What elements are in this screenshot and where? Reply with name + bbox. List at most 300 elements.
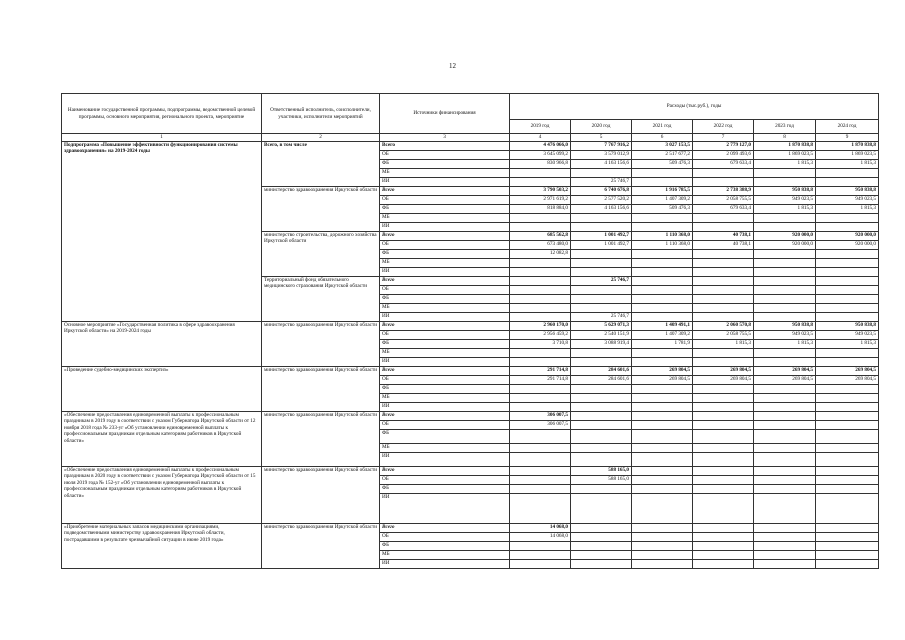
amount-cell bbox=[693, 484, 754, 493]
amount-cell: 588 165,0 bbox=[571, 475, 632, 484]
column-number: 1 bbox=[62, 134, 262, 142]
executor: министерство строительства, дорожного хозяйства Иркутской области bbox=[262, 231, 380, 276]
amount-cell bbox=[693, 276, 754, 285]
year-header: 2021 год bbox=[632, 120, 693, 134]
amount-cell: 949 023,5 bbox=[754, 195, 816, 204]
table-row bbox=[62, 366, 879, 375]
funding-source: МБ bbox=[380, 550, 510, 559]
amount-cell bbox=[816, 357, 879, 366]
amount-cell bbox=[571, 303, 632, 312]
amount-cell bbox=[693, 312, 754, 321]
amount-cell: 950 838,8 bbox=[754, 186, 816, 195]
amount-cell bbox=[754, 411, 816, 420]
table-row bbox=[62, 141, 879, 150]
amount-cell bbox=[693, 393, 754, 402]
year-header: 2020 год bbox=[571, 120, 632, 134]
amount-cell bbox=[632, 222, 693, 231]
table-row bbox=[62, 466, 879, 475]
funding-source: ОБ bbox=[380, 475, 510, 484]
amount-cell bbox=[632, 420, 693, 429]
funding-source: ОБ bbox=[380, 375, 510, 384]
amount-cell: 920 000,0 bbox=[754, 240, 816, 249]
amount-cell bbox=[816, 393, 879, 402]
amount-cell: 284 601,6 bbox=[571, 366, 632, 375]
amount-cell bbox=[754, 466, 816, 475]
amount-cell bbox=[632, 348, 693, 357]
amount-cell bbox=[816, 222, 879, 231]
amount-cell bbox=[816, 177, 879, 186]
amount-cell bbox=[693, 532, 754, 541]
amount-cell bbox=[571, 258, 632, 267]
amount-cell bbox=[632, 285, 693, 294]
amount-cell bbox=[571, 402, 632, 411]
amount-cell bbox=[754, 213, 816, 222]
amount-cell bbox=[571, 267, 632, 276]
funding-source: МБ bbox=[380, 258, 510, 267]
column-number: 3 bbox=[380, 134, 510, 142]
funding-source: ИИ bbox=[380, 267, 510, 276]
funding-source: ИИ bbox=[380, 402, 510, 411]
amount-cell bbox=[816, 559, 879, 568]
amount-cell bbox=[754, 258, 816, 267]
executor: Территориальный фонд обязательного медицинского страхования Иркутской области bbox=[262, 276, 380, 321]
amount-cell bbox=[510, 213, 571, 222]
amount-cell bbox=[816, 348, 879, 357]
amount-cell: 306 007,5 bbox=[510, 420, 571, 429]
amount-cell: 1 815,3 bbox=[754, 339, 816, 348]
amount-cell: 2 058 755,5 bbox=[693, 195, 754, 204]
amount-cell bbox=[693, 384, 754, 393]
amount-cell: 949 023,5 bbox=[754, 330, 816, 339]
amount-cell: 269 804,5 bbox=[632, 375, 693, 384]
header-expenses: Расходы (тыс.руб.), годы bbox=[510, 94, 879, 120]
amount-cell: 269 804,5 bbox=[693, 375, 754, 384]
table-row bbox=[62, 523, 879, 532]
amount-cell bbox=[632, 532, 693, 541]
amount-cell bbox=[816, 249, 879, 258]
amount-cell bbox=[571, 213, 632, 222]
amount-cell: 306 007,5 bbox=[510, 411, 571, 420]
amount-cell bbox=[632, 493, 693, 523]
amount-cell bbox=[571, 523, 632, 532]
column-number: 2 bbox=[262, 134, 380, 142]
amount-cell: 679 633,4 bbox=[693, 159, 754, 168]
amount-cell bbox=[754, 523, 816, 532]
amount-cell bbox=[693, 177, 754, 186]
funding-source: Всего bbox=[380, 466, 510, 475]
amount-cell bbox=[510, 559, 571, 568]
amount-cell bbox=[754, 177, 816, 186]
amount-cell: 509 476,3 bbox=[632, 204, 693, 213]
amount-cell bbox=[693, 559, 754, 568]
column-number: 9 bbox=[816, 134, 879, 142]
amount-cell bbox=[571, 452, 632, 466]
amount-cell bbox=[816, 452, 879, 466]
amount-cell: 818 884,0 bbox=[510, 204, 571, 213]
amount-cell: 950 838,8 bbox=[816, 186, 879, 195]
amount-cell bbox=[632, 213, 693, 222]
amount-cell bbox=[693, 429, 754, 443]
amount-cell: 7 767 916,2 bbox=[571, 141, 632, 150]
amount-cell bbox=[816, 213, 879, 222]
amount-cell bbox=[754, 303, 816, 312]
amount-cell bbox=[510, 267, 571, 276]
amount-cell bbox=[571, 294, 632, 303]
amount-cell bbox=[632, 411, 693, 420]
amount-cell bbox=[571, 285, 632, 294]
amount-cell: 920 000,0 bbox=[816, 231, 879, 240]
amount-cell: 949 023,5 bbox=[816, 330, 879, 339]
amount-cell: 1 869 023,5 bbox=[754, 150, 816, 159]
amount-cell bbox=[754, 294, 816, 303]
amount-cell: 291 714,8 bbox=[510, 375, 571, 384]
amount-cell: 1 001 492,7 bbox=[571, 240, 632, 249]
funding-source: Всего bbox=[380, 186, 510, 195]
amount-cell bbox=[632, 559, 693, 568]
amount-cell bbox=[571, 357, 632, 366]
executor: министерство здравоохранения Иркутской области bbox=[262, 366, 380, 411]
amount-cell bbox=[816, 466, 879, 475]
amount-cell: 1 815,3 bbox=[816, 339, 879, 348]
funding-source: МБ bbox=[380, 303, 510, 312]
funding-source: ИИ bbox=[380, 559, 510, 568]
amount-cell bbox=[571, 532, 632, 541]
executor: министерство здравоохранения Иркутской области bbox=[262, 186, 380, 231]
amount-cell bbox=[693, 213, 754, 222]
amount-cell: 1 407 309,2 bbox=[632, 195, 693, 204]
amount-cell bbox=[754, 559, 816, 568]
funding-source: Всего bbox=[380, 411, 510, 420]
amount-cell bbox=[571, 168, 632, 177]
amount-cell: 269 804,5 bbox=[632, 366, 693, 375]
amount-cell bbox=[632, 249, 693, 258]
amount-cell: 269 804,5 bbox=[816, 375, 879, 384]
amount-cell bbox=[571, 550, 632, 559]
program-name: «Проведение судебно-медицинских экспертиз» bbox=[62, 366, 262, 411]
table-row bbox=[62, 321, 879, 330]
funding-source: МБ bbox=[380, 393, 510, 402]
funding-source: ИИ bbox=[380, 222, 510, 231]
amount-cell bbox=[693, 411, 754, 420]
amount-cell bbox=[510, 294, 571, 303]
amount-cell bbox=[571, 393, 632, 402]
amount-cell: 14 068,0 bbox=[510, 532, 571, 541]
amount-cell: 673 480,0 bbox=[510, 240, 571, 249]
amount-cell: 3 710,8 bbox=[510, 339, 571, 348]
executor: министерство здравоохранения Иркутской области bbox=[262, 321, 380, 366]
header-executor: Ответственный исполнитель, соисполнители, участники, исполнители мероприятий bbox=[262, 94, 380, 134]
year-header: 2024 год bbox=[816, 120, 879, 134]
amount-cell bbox=[510, 384, 571, 393]
program-name: Подпрограмма «Повышение эффективности функционирования системы здравоохранения» на 2019-2024 годы bbox=[62, 141, 262, 321]
amount-cell bbox=[816, 267, 879, 276]
amount-cell bbox=[632, 294, 693, 303]
funding-source: ФБ bbox=[380, 159, 510, 168]
year-header: 2022 год bbox=[693, 120, 754, 134]
amount-cell bbox=[693, 357, 754, 366]
amount-cell bbox=[632, 429, 693, 443]
program-name: «Приобретение материальных запасов медицинскими организациями, подведомственными министерству здравоохранения Иркутской области, пострадавшими в результате чрезвычайной ситуации в июне 2019 года» bbox=[62, 523, 262, 568]
amount-cell bbox=[816, 312, 879, 321]
funding-source: ИИ bbox=[380, 357, 510, 366]
amount-cell bbox=[510, 348, 571, 357]
funding-source: ИИ bbox=[380, 177, 510, 186]
table-row bbox=[62, 411, 879, 420]
program-name: Основное мероприятие «Государственная политика в сфере здравоохранения Иркутской области» на 2019-2024 годы bbox=[62, 321, 262, 366]
funding-source: Всего bbox=[380, 321, 510, 330]
amount-cell: 2 960 170,0 bbox=[510, 321, 571, 330]
amount-cell bbox=[693, 222, 754, 231]
amount-cell: 269 804,5 bbox=[754, 366, 816, 375]
amount-cell bbox=[816, 493, 879, 523]
amount-cell: 588 165,0 bbox=[571, 466, 632, 475]
amount-cell bbox=[754, 475, 816, 484]
amount-cell bbox=[754, 312, 816, 321]
amount-cell bbox=[632, 443, 693, 452]
amount-cell bbox=[632, 402, 693, 411]
amount-cell bbox=[510, 493, 571, 523]
amount-cell bbox=[571, 559, 632, 568]
amount-cell: 3 027 153,5 bbox=[632, 141, 693, 150]
funding-source: МБ bbox=[380, 213, 510, 222]
amount-cell bbox=[754, 550, 816, 559]
amount-cell bbox=[816, 523, 879, 532]
amount-cell bbox=[632, 168, 693, 177]
amount-cell bbox=[632, 357, 693, 366]
funding-source: ИИ bbox=[380, 312, 510, 321]
amount-cell bbox=[510, 452, 571, 466]
funding-source: ФБ bbox=[380, 339, 510, 348]
amount-cell: 1 815,3 bbox=[816, 159, 879, 168]
amount-cell: 269 804,5 bbox=[754, 375, 816, 384]
amount-cell bbox=[693, 348, 754, 357]
year-header: 2023 год bbox=[754, 120, 816, 134]
amount-cell bbox=[693, 466, 754, 475]
amount-cell bbox=[632, 452, 693, 466]
amount-cell bbox=[510, 443, 571, 452]
amount-cell bbox=[510, 550, 571, 559]
funding-source: ФБ bbox=[380, 294, 510, 303]
amount-cell bbox=[816, 294, 879, 303]
amount-cell bbox=[816, 168, 879, 177]
amount-cell: 2 099 493,6 bbox=[693, 150, 754, 159]
amount-cell bbox=[754, 393, 816, 402]
amount-cell bbox=[632, 267, 693, 276]
amount-cell: 25 746,7 bbox=[571, 177, 632, 186]
amount-cell: 2 517 677,2 bbox=[632, 150, 693, 159]
amount-cell: 1 869 023,5 bbox=[816, 150, 879, 159]
amount-cell: 1 407 309,2 bbox=[632, 330, 693, 339]
executor: министерство здравоохранения Иркутской области bbox=[262, 411, 380, 466]
amount-cell bbox=[510, 357, 571, 366]
amount-cell bbox=[693, 550, 754, 559]
amount-cell: 3 088 919,4 bbox=[571, 339, 632, 348]
amount-cell bbox=[693, 249, 754, 258]
amount-cell: 40 738,1 bbox=[693, 231, 754, 240]
amount-cell bbox=[693, 303, 754, 312]
amount-cell bbox=[816, 285, 879, 294]
funding-source: Всего bbox=[380, 366, 510, 375]
funding-source: ОБ bbox=[380, 285, 510, 294]
funding-source: ФБ bbox=[380, 204, 510, 213]
amount-cell bbox=[816, 258, 879, 267]
amount-cell: 1 001 492,7 bbox=[571, 231, 632, 240]
amount-cell bbox=[510, 312, 571, 321]
amount-cell bbox=[510, 402, 571, 411]
amount-cell bbox=[754, 402, 816, 411]
amount-cell: 12 082,8 bbox=[510, 249, 571, 258]
amount-cell: 2 540 151,9 bbox=[571, 330, 632, 339]
amount-cell: 1 815,3 bbox=[754, 159, 816, 168]
amount-cell bbox=[571, 411, 632, 420]
amount-cell bbox=[571, 249, 632, 258]
amount-cell bbox=[632, 475, 693, 484]
amount-cell bbox=[510, 303, 571, 312]
amount-cell bbox=[816, 532, 879, 541]
amount-cell bbox=[632, 384, 693, 393]
program-name: «Обеспечение предоставления единовременной выплаты к профессиональным праздникам в 2019 году в соответствии с указом Губернатора Иркутской области от 12 ноября 2018 года № 233-уг «Об установлении единовременной выплаты к профессиональным праздникам отдельным категориям работников в Иркутской области» bbox=[62, 411, 262, 466]
amount-cell bbox=[816, 303, 879, 312]
amount-cell bbox=[632, 484, 693, 493]
funding-source: ФБ bbox=[380, 384, 510, 393]
amount-cell bbox=[693, 285, 754, 294]
executor: Всего, в том числе bbox=[262, 141, 380, 186]
amount-cell: 830 966,8 bbox=[510, 159, 571, 168]
amount-cell: 3 579 012,9 bbox=[571, 150, 632, 159]
amount-cell bbox=[632, 276, 693, 285]
amount-cell bbox=[510, 258, 571, 267]
amount-cell bbox=[816, 475, 879, 484]
funding-source: МБ bbox=[380, 443, 510, 452]
amount-cell bbox=[571, 348, 632, 357]
amount-cell: 2 058 755,5 bbox=[693, 330, 754, 339]
funding-source: ОБ bbox=[380, 532, 510, 541]
amount-cell bbox=[693, 168, 754, 177]
amount-cell bbox=[693, 443, 754, 452]
amount-cell: 1 870 838,8 bbox=[816, 141, 879, 150]
amount-cell: 950 838,8 bbox=[816, 321, 879, 330]
amount-cell: 1 110 368,0 bbox=[632, 231, 693, 240]
amount-cell bbox=[571, 429, 632, 443]
amount-cell bbox=[510, 285, 571, 294]
amount-cell bbox=[754, 541, 816, 550]
amount-cell: 1 110 368,0 bbox=[632, 240, 693, 249]
amount-cell bbox=[816, 420, 879, 429]
amount-cell bbox=[816, 429, 879, 443]
amount-cell bbox=[693, 420, 754, 429]
amount-cell bbox=[510, 177, 571, 186]
amount-cell bbox=[693, 267, 754, 276]
amount-cell bbox=[510, 429, 571, 443]
amount-cell bbox=[754, 222, 816, 231]
funding-source: ИИ bbox=[380, 493, 510, 523]
header-source: Источники финансирования bbox=[380, 94, 510, 134]
amount-cell: 685 562,8 bbox=[510, 231, 571, 240]
amount-cell bbox=[510, 466, 571, 475]
amount-cell bbox=[754, 420, 816, 429]
amount-cell: 2 577 520,2 bbox=[571, 195, 632, 204]
column-number: 7 bbox=[693, 134, 754, 142]
column-number: 4 bbox=[510, 134, 571, 142]
expenses-table bbox=[61, 93, 879, 569]
amount-cell: 25 746,7 bbox=[571, 276, 632, 285]
amount-cell bbox=[754, 484, 816, 493]
amount-cell bbox=[571, 443, 632, 452]
amount-cell bbox=[754, 348, 816, 357]
funding-source: Всего bbox=[380, 523, 510, 532]
funding-source: ФБ bbox=[380, 249, 510, 258]
executor: министерство здравоохранения Иркутской области bbox=[262, 466, 380, 523]
year-header: 2019 год bbox=[510, 120, 571, 134]
amount-cell bbox=[816, 384, 879, 393]
funding-source: ФБ bbox=[380, 541, 510, 550]
amount-cell bbox=[632, 541, 693, 550]
amount-cell: 1 916 785,5 bbox=[632, 186, 693, 195]
amount-cell bbox=[510, 222, 571, 231]
amount-cell bbox=[816, 402, 879, 411]
amount-cell bbox=[571, 484, 632, 493]
amount-cell: 3 645 099,2 bbox=[510, 150, 571, 159]
funding-source: ОБ bbox=[380, 150, 510, 159]
amount-cell bbox=[632, 177, 693, 186]
amount-cell bbox=[571, 222, 632, 231]
amount-cell bbox=[816, 484, 879, 493]
funding-source: ОБ bbox=[380, 330, 510, 339]
amount-cell bbox=[754, 267, 816, 276]
amount-cell: 1 781,9 bbox=[632, 339, 693, 348]
amount-cell: 920 000,0 bbox=[816, 240, 879, 249]
amount-cell bbox=[571, 493, 632, 523]
amount-cell: 2 956 459,2 bbox=[510, 330, 571, 339]
amount-cell: 2 779 127,0 bbox=[693, 141, 754, 150]
amount-cell: 1 815,3 bbox=[816, 204, 879, 213]
amount-cell: 291 714,8 bbox=[510, 366, 571, 375]
amount-cell: 1 815,3 bbox=[754, 204, 816, 213]
amount-cell bbox=[693, 402, 754, 411]
amount-cell: 269 804,5 bbox=[693, 366, 754, 375]
amount-cell bbox=[510, 276, 571, 285]
amount-cell: 950 838,8 bbox=[754, 321, 816, 330]
column-number: 6 bbox=[632, 134, 693, 142]
funding-source: ФБ bbox=[380, 484, 510, 493]
amount-cell: 2 060 570,8 bbox=[693, 321, 754, 330]
amount-cell: 5 629 071,3 bbox=[571, 321, 632, 330]
executor: министерство здравоохранения Иркутской области bbox=[262, 523, 380, 568]
amount-cell bbox=[816, 541, 879, 550]
amount-cell bbox=[754, 532, 816, 541]
amount-cell bbox=[816, 276, 879, 285]
amount-cell bbox=[693, 493, 754, 523]
amount-cell bbox=[693, 523, 754, 532]
header-program: Наименование государственной программы, подпрограммы, ведомственной целевой программы, основного мероприятия, регионального проекта, мероприятие bbox=[62, 94, 262, 134]
funding-source: ОБ bbox=[380, 420, 510, 429]
funding-source: ОБ bbox=[380, 240, 510, 249]
amount-cell bbox=[510, 168, 571, 177]
amount-cell: 4 163 156,6 bbox=[571, 204, 632, 213]
column-number: 5 bbox=[571, 134, 632, 142]
amount-cell bbox=[693, 258, 754, 267]
amount-cell bbox=[571, 420, 632, 429]
amount-cell bbox=[571, 384, 632, 393]
funding-source: Всего bbox=[380, 276, 510, 285]
funding-source: Всего bbox=[380, 141, 510, 150]
amount-cell: 2 738 388,9 bbox=[693, 186, 754, 195]
amount-cell: 14 068,0 bbox=[510, 523, 571, 532]
amount-cell bbox=[510, 393, 571, 402]
amount-cell bbox=[632, 523, 693, 532]
funding-source: ОБ bbox=[380, 195, 510, 204]
amount-cell bbox=[693, 475, 754, 484]
